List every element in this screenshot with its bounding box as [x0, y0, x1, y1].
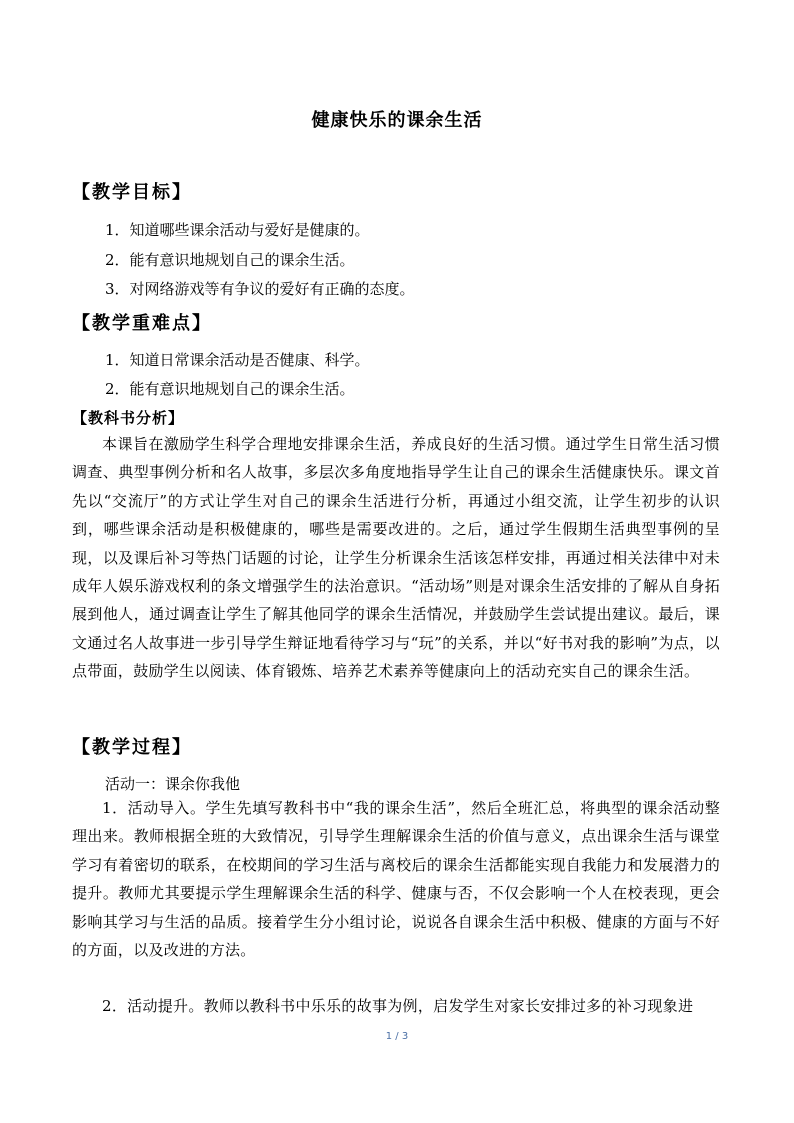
goal-item-1: 1．知道哪些课余活动与爱好是健康的。 — [105, 221, 370, 239]
process-step-2: 2．活动提升。教师以教科书中乐乐的故事为例，启发学生对家长安排过多的补习现象进 — [102, 997, 694, 1015]
goal-item-2: 2．能有意识地规划自己的课余生活。 — [105, 251, 355, 269]
page-title: 健康快乐的课余生活 — [311, 110, 483, 131]
activity-title: 活动一：课余你我他 — [105, 775, 241, 793]
section-heading-goals: 【教学目标】 — [72, 182, 192, 203]
analysis-paragraph: 本课旨在激励学生科学合理地安排课余生活，养成良好的生活习惯。通过学生日常生活习惯调查、典型事例分析和名人故事，多层次多角度地指导学生让自己的课余生活健康快乐。课文首先以“交流厅”的方式让学生对自己的课余生活进行分析，再通过小组交流，让学生初步的认识到，哪些课余活动是积极健康的，哪些是需要改进的。之后，通过学生假期生活典型事例的呈现，以及课后补习等热门话题的讨论，让学生分析课余生活该怎样安排，再通过相关法律中对未成年人娱乐游戏权利的条文增强学生的法治意识。“活动场”则是对课余生活安排的了解从自身拓展到他人，通过调查让学生了解其他同学的课余生活情况，并鼓励学生尝试提出建议。最后，课文通过名人故事进一步引导学生辩证地看待学习与“玩”的关系，并以“好书对我的影响”为点，以点带面，鼓励学生以阅读、体育锻炼、培养艺术素养等健康向上的活动充实自己的课余生活。 — [72, 435, 720, 681]
key-point-item-2: 2．能有意识地规划自己的课余生活。 — [105, 380, 355, 398]
section-heading-key-points: 【教学重难点】 — [72, 313, 212, 334]
section-heading-analysis: 【教科书分析】 — [72, 409, 185, 427]
goal-item-3: 3．对网络游戏等有争议的爱好有正确的态度。 — [105, 280, 415, 298]
key-point-item-1: 1．知道日常课余活动是否健康、科学。 — [105, 351, 370, 369]
process-step-1: 1．活动导入。学生先填写教科书中“我的课余生活”，然后全班汇总，将典型的课余活动整理出来。教师根据全班的大致情况，引导学生理解课余生活的价值与意义，点出课余生活与课堂学习有着密切的联系，在校期间的学习生活与离校后的课余生活都能实现自我能力和发展潜力的提升。教师尤其要提示学生理解课余生活的科学、健康与否，不仅会影响一个人在校表现，更会影响其学习与生活的品质。接着学生分小组讨论，说说各自课余生活中积极、健康的方面与不好的方面，以及改进的方法。 — [72, 799, 720, 960]
page-number: 1 / 3 — [385, 1031, 409, 1042]
section-heading-process: 【教学过程】 — [72, 737, 192, 758]
